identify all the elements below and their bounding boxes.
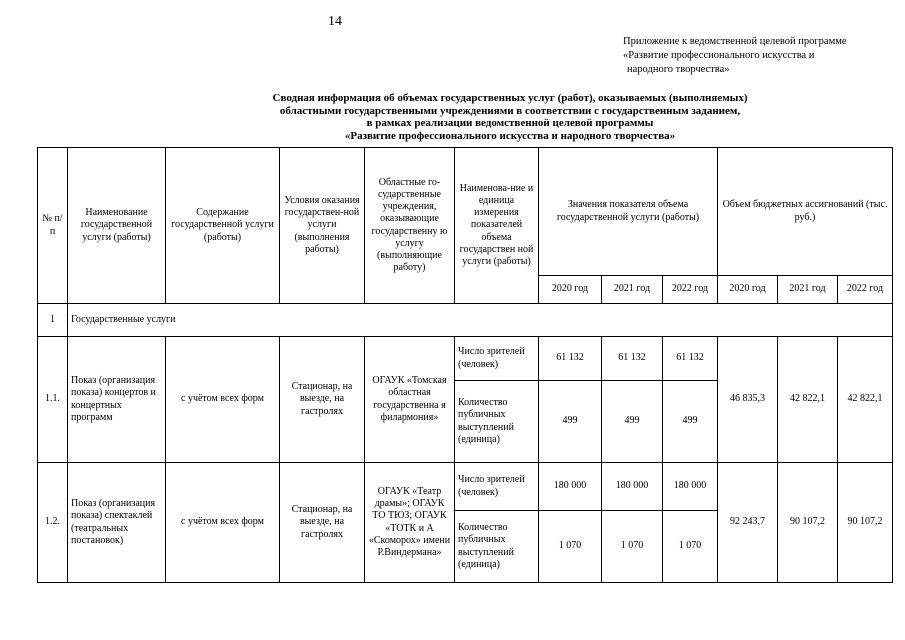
row-service-name: Показ (организация показа) спектаклей (театральных постановок) — [68, 463, 166, 583]
row-conditions: Стационар, на выезде, на гастролях — [280, 463, 365, 583]
row-indicator-value: 61 132 — [663, 337, 718, 381]
header-conditions: Условия оказания государствен-ной услуги (выполнения работы) — [280, 148, 365, 304]
header-service-name: Наименование государственной услуги (работы) — [68, 148, 166, 304]
section-row — [38, 304, 893, 337]
row-indicator-value: 61 132 — [602, 337, 663, 381]
row-institution: ОГАУК «Театр драмы»; ОГАУК ТО ТЮЗ; ОГАУК «ТОТК и А «Скоморох» имени Р.Виндермана» — [365, 463, 455, 583]
row-indicator-value: 1 070 — [539, 511, 602, 583]
table-row — [38, 337, 893, 381]
appendix-line: Приложение к ведомственной целевой программе — [623, 36, 847, 47]
row-indicator-value: 61 132 — [539, 337, 602, 381]
row-budget-value: 92 243,7 — [718, 463, 778, 583]
row-indicator-value: 180 000 — [602, 463, 663, 511]
row-indicator-value: 499 — [602, 381, 663, 463]
services-table — [37, 147, 893, 583]
table-row — [38, 463, 893, 511]
row-indicator-name: Количество публичных выступлений (единица) — [455, 381, 539, 463]
row-budget-value: 90 107,2 — [778, 463, 838, 583]
row-num: 1.2. — [38, 463, 68, 583]
row-indicator-value: 499 — [663, 381, 718, 463]
row-indicator-name: Число зрителей (человек) — [455, 337, 539, 381]
row-indicator-name: Число зрителей (человек) — [455, 463, 539, 511]
row-indicator-value: 1 070 — [663, 511, 718, 583]
document-title — [180, 92, 840, 142]
row-budget-value: 46 835,3 — [718, 337, 778, 463]
page-number: 14 — [328, 14, 342, 29]
appendix-line: «Развитие профессионального искусства и — [623, 50, 815, 61]
header-budget-group: Объем бюджетных ассигнований (тыс. руб.) — [718, 148, 893, 276]
section-num: 1 — [38, 304, 68, 337]
header-institutions: Областные го-сударственные учреждения, оказывающие государственну ю услугу (выполняющие работу) — [365, 148, 455, 304]
row-service-name: Показ (организация показа) концертов и концертных программ — [68, 337, 166, 463]
row-budget-value: 42 822,1 — [778, 337, 838, 463]
header-year-value: 2020 год — [539, 276, 602, 304]
header-values-group: Значения показателя объема государственной услуги (работы) — [539, 148, 718, 276]
header-indicator: Наименова-ние и единица измерения показателей объема государствен ной услуги (работы) — [455, 148, 539, 304]
row-indicator-value: 1 070 — [602, 511, 663, 583]
header-year-budget: 2021 год — [778, 276, 838, 304]
row-num: 1.1. — [38, 337, 68, 463]
header-content: Содержание государственной услуги (работы) — [166, 148, 280, 304]
title-line: в рамках реализации ведомственной целевой программы — [366, 117, 654, 130]
row-content: с учётом всех форм — [166, 463, 280, 583]
row-indicator-value: 499 — [539, 381, 602, 463]
title-line: Сводная информация об объемах государственных услуг (работ), оказываемых (выполняемых) — [272, 92, 748, 104]
header-year-value: 2022 год — [663, 276, 718, 304]
row-institution: ОГАУК «Томская областная государственна я филармония» — [365, 337, 455, 463]
row-budget-value: 42 822,1 — [838, 337, 893, 463]
row-indicator-value: 180 000 — [663, 463, 718, 511]
row-content: с учётом всех форм — [166, 337, 280, 463]
header-year-budget: 2020 год — [718, 276, 778, 304]
header-year-value: 2021 год — [602, 276, 663, 304]
appendix-note — [623, 35, 903, 77]
header-num: № п/п — [38, 148, 68, 304]
section-label: Государственные услуги — [68, 304, 893, 337]
header-row — [38, 148, 893, 276]
appendix-line: народного творчества» — [627, 64, 730, 75]
header-year-budget: 2022 год — [838, 276, 893, 304]
title-line: областными государственными учреждениями в соответствии с государственным заданием, — [279, 104, 741, 117]
row-budget-value: 90 107,2 — [838, 463, 893, 583]
row-indicator-name: Количество публичных выступлений (единица) — [455, 511, 539, 583]
row-indicator-value: 180 000 — [539, 463, 602, 511]
row-conditions: Стационар, на выезде, на гастролях — [280, 337, 365, 463]
title-line: «Развитие профессионального искусства и народного творчества» — [344, 129, 676, 142]
